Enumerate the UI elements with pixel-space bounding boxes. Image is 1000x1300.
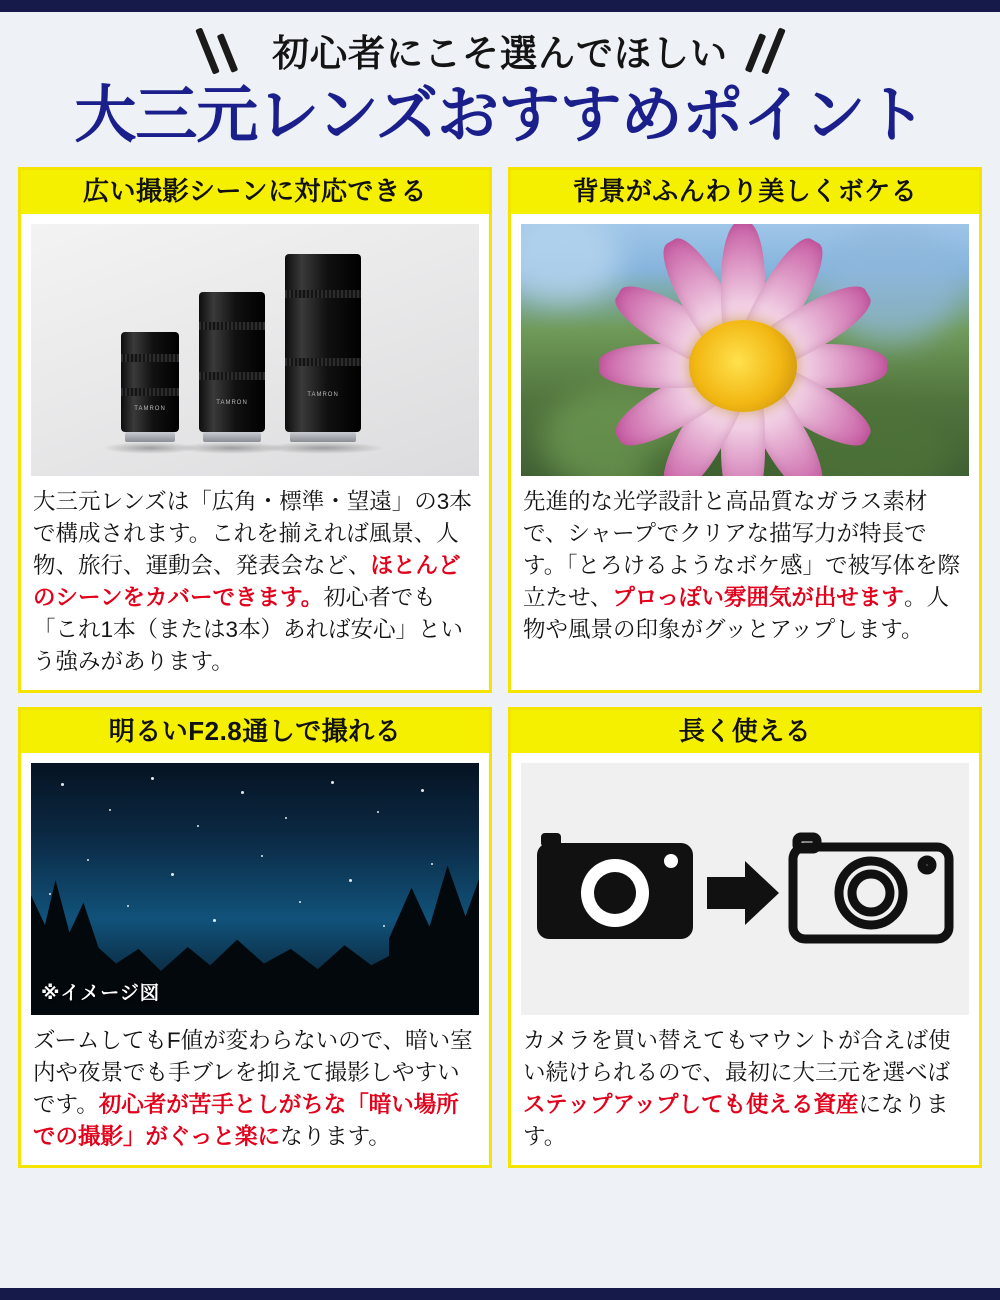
- top-accent-bar: [0, 0, 1000, 12]
- body-segment: カメラを買い替えてもマウントが合えば使い続けられるので、最初に大三元を選べば: [523, 1028, 951, 1086]
- card-title: 明るいF2.8通しで撮れる: [21, 710, 489, 754]
- page-title: 大三元レンズおすすめポイント: [74, 81, 926, 150]
- card-title: 背景がふんわり美しくボケる: [511, 170, 979, 214]
- lens-wide: [121, 332, 179, 432]
- body-segment: 初心者でも「これ1本（または3本）あれば安心」という強みがあります。: [33, 584, 464, 674]
- body-segment: になります。: [523, 1091, 949, 1149]
- card-image-camera-upgrade: [521, 763, 969, 1015]
- bottom-accent-bar: [0, 1288, 1000, 1300]
- lens-standard: [199, 292, 265, 432]
- card-body-text: [511, 476, 979, 658]
- body-segment: ズームしてもF値が変わらないので、暗い室内や夜景でも手ブレを抑えて撮影しやすいです。: [33, 1028, 473, 1117]
- body-segment-highlight: ステップアップしても使える資産: [523, 1091, 859, 1117]
- card-image-night-sky: [31, 763, 479, 1015]
- card-body-text: [511, 1015, 979, 1165]
- feature-card-long-life: [508, 707, 982, 1168]
- lens-brand-label: TAMRON: [134, 405, 166, 412]
- card-image-flower-bokeh: [521, 224, 969, 476]
- left-slash-decoration-icon: [198, 25, 258, 75]
- body-segment-highlight: 初心者が苦手としがちな「暗い場所での撮影」がぐっと楽に: [33, 1091, 459, 1149]
- feature-card-bokeh: [508, 167, 982, 692]
- right-slash-decoration-icon: [742, 25, 802, 75]
- header-subtitle: 初心者にこそ選んでほしい: [272, 33, 728, 74]
- feature-card-wide-scene: [18, 167, 492, 692]
- card-title: 長く使える: [511, 710, 979, 754]
- poster-page: [0, 12, 1000, 1288]
- body-segment: なります。: [280, 1123, 391, 1149]
- body-segment-highlight: ほとんどのシーンをカバーできます。: [33, 552, 461, 610]
- body-segment: 先進的な光学設計と高品質なガラス素材で、シャープでクリアな描写力が特長です。「とろけるようなボケ感」で被写体を際立たせ、: [523, 488, 960, 610]
- body-segment: 大三元レンズは「広角・標準・望遠」の3本で構成されます。これを揃えれば風景、人物、旅行、運動会、発表会など、: [33, 488, 472, 578]
- flower-center: [689, 320, 797, 412]
- body-segment: 。人物や風景の印象がグッとアップします。: [523, 584, 949, 642]
- lens-brand-label: TAMRON: [307, 391, 339, 398]
- image-caption-note: ※イメージ図: [41, 983, 160, 1005]
- card-title: 広い撮影シーンに対応できる: [21, 170, 489, 214]
- lens-brand-label: TAMRON: [216, 399, 248, 406]
- card-image-three-lenses: [31, 224, 479, 476]
- card-body-text: [21, 476, 489, 690]
- camera-swap-icon: [535, 799, 955, 979]
- feature-card-bright-aperture: [18, 707, 492, 1168]
- feature-card-grid: [18, 167, 982, 1168]
- lens-telephoto: [285, 254, 361, 432]
- card-body-text: [21, 1015, 489, 1165]
- header-subtitle-row: [18, 22, 982, 78]
- page-header: [18, 18, 982, 151]
- body-segment-highlight: プロっぽい雰囲気が出せます: [612, 584, 904, 610]
